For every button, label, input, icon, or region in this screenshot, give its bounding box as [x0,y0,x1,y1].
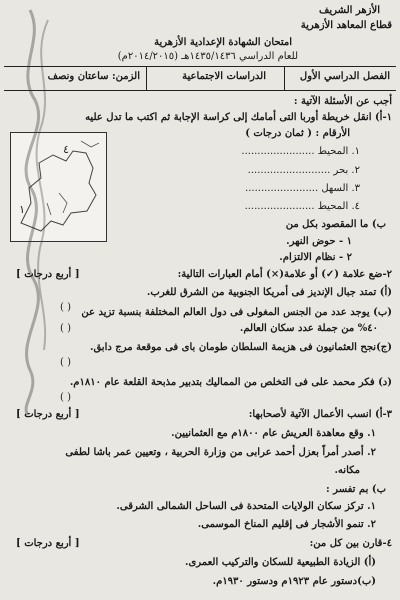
q3-item-1: ١. وقع معاهدة العريش عام ١٨٠٠م مع العثمانيين. [171,428,376,439]
map-label-4: ٤ [63,143,69,156]
q2-heading: ٢-ضع علامة (✓) أو علامة(×) أمام العبارات التالية: [177,269,392,280]
q2-statement-a: (أ) تمتد جبال الإنديز فى أمريكا الجنوبية من الشرق للغرب. [146,287,392,298]
q2-paren-d: ( ) [60,392,71,403]
q2-statement-d: (د) فكر محمد على فى التخلص من المماليك بتدبير مذبحة القلعة عام ١٨١٠م. [69,377,392,388]
instructions: أجب عن الأسئلة الآتية : [293,96,392,107]
q1-item-3: ٣. السهل ....................... [245,183,360,194]
q1-item-2: ٢. بحر .......................... [247,165,360,176]
q3-marks: [ أربع درجات ] [16,409,80,420]
q1-part-b-item-1: ١ - حوض النهر. [286,236,352,247]
exam-term: الفصل الدراسي الأول [299,71,390,82]
exam-title: امتحان الشهادة الإعدادية الأزهرية [154,37,292,48]
header-divider-top [4,66,396,67]
exam-year: للعام الدراسي ١٤٣٥/١٤٣٦هـ (٢٠١٤/٢٠١٥م) [117,51,298,62]
q1-part-b: ب) ما المقصود بكل من [285,219,386,230]
q3-item-2-line1: ٢. أصدر أمراً بعزل أحمد عرابى من وزارة الحربية ، وتعيين عمر باشا لطفى [65,447,376,458]
q1-item-4: ٤. المحيط ...................... [244,201,360,212]
q2-statement-c: (ج)نجح العثمانيون فى هزيمة السلطان طومان باى فى موقعة مرج دابق. [89,342,392,353]
map-label-1: ١ [19,203,25,216]
q1-part-a-line1: ١-أ) انقل خريطة أوربا التى أمامك إلى كراسة الإجابة ثم اكتب ما تدل عليه [85,112,392,123]
q3-heading: ٣-أ) انسب الأعمال الآتية لأصحابها: [248,409,392,420]
handwritten-watermark [0,0,60,420]
q4-item-a: (أ) الزيادة الطبيعية للسكان والتركيب العمرى. [184,557,376,568]
exam-time: الزمن: ساعتان ونصف [47,71,140,82]
header-divider-bottom [4,90,396,91]
q4-marks: [ أربع درجات ] [16,538,80,549]
header-divider-v2 [146,66,147,90]
q3-part-b-item-2: ٢. تنمو الأشجار فى إقليم المناخ الموسمى. [197,519,376,530]
q4-heading: ٤-قارن بين كل من: [309,538,392,549]
q2-statement-b-line1: (ب) يوجد عدد من الجنس المغولى فى دول العالم المختلفة بنسبة تزيد عن [81,307,392,318]
q2-paren-b: ( ) [60,323,71,334]
q3-part-b-item-1: ١. تركز سكان الولايات المتحدة فى الساحل الشمالى الشرقى. [116,501,376,512]
q1-item-1: ١. المحيط ....................... [241,146,360,157]
q3-item-2-line2: مكانه. [334,465,360,476]
header-line2: قطاع المعاهد الأزهرية [300,20,392,31]
header-line1: الأزهر الشريف [319,5,380,16]
q4-item-b: (ب)دستور عام ١٩٢٣م ودستور ١٩٣٠م. [212,576,376,587]
exam-subject: الدراسات الاجتماعية [182,71,266,82]
q1-part-a-line2: الأرقام : ( ثمان درجات ) [245,128,350,139]
q2-paren-a: ( ) [60,302,71,313]
q2-paren-c: ( ) [60,357,71,368]
q1-part-b-item-2: ٢ - نظام الالتزام. [279,252,352,263]
q3-part-b: ب) بم تفسر : [326,484,386,495]
q2-marks: [ أربع درجات ] [16,269,80,280]
q2-statement-b-line2: ٤٠% من جملة عدد سكان العالم. [239,323,378,334]
header-divider-v1 [284,66,285,90]
